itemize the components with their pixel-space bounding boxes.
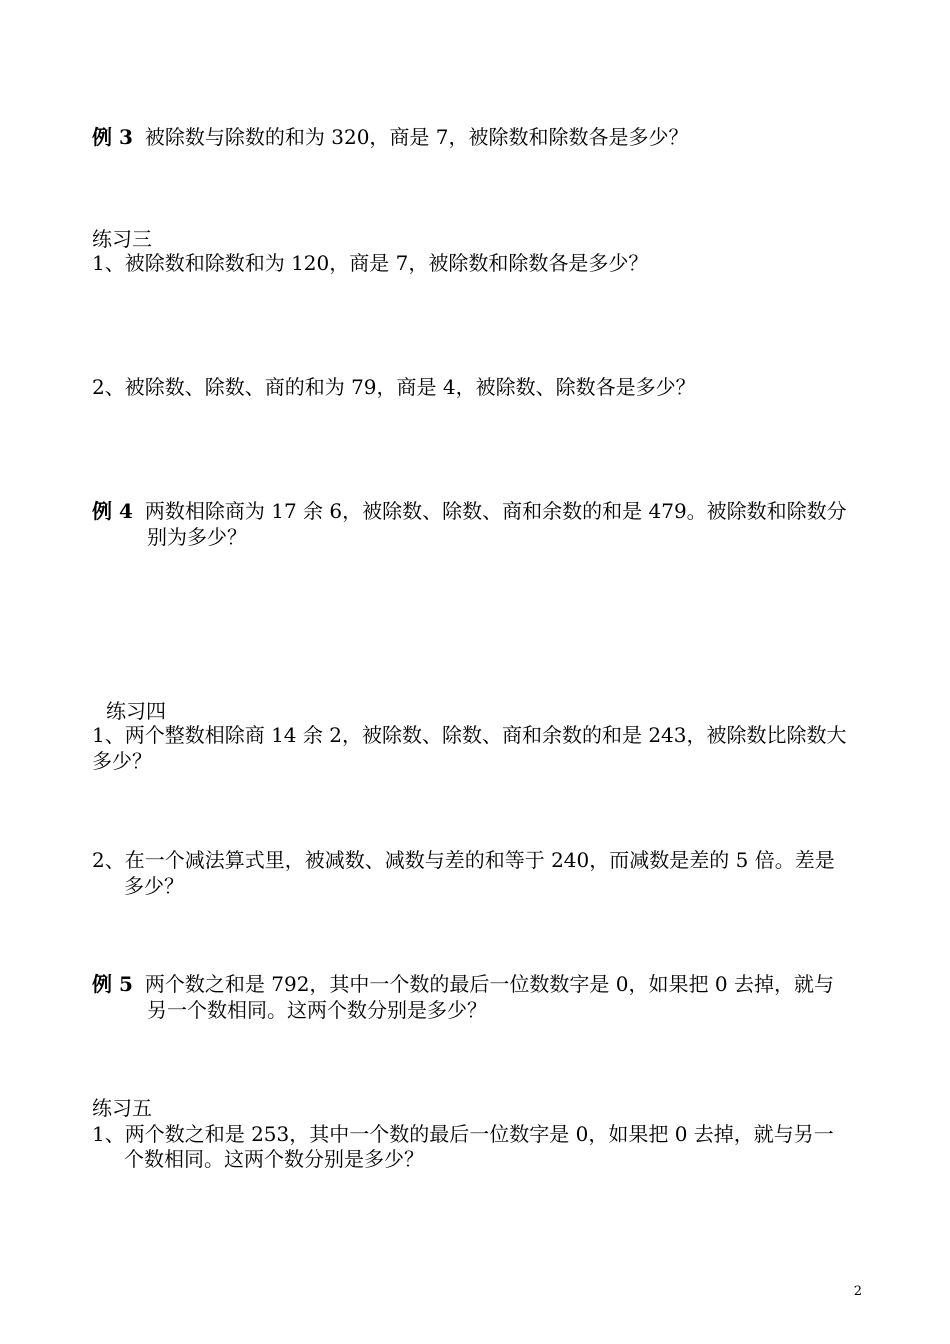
practice-4-question-2-line-1: 2、在一个减法算式里，被减数、减数与差的和等于 240，而减数是差的 5 倍。差是: [92, 848, 835, 872]
example-3: [92, 124, 689, 150]
example-3-text: 被除数与除数的和为 320，商是 7，被除数和除数各是多少？: [144, 125, 689, 149]
example-5: [92, 971, 834, 997]
practice-4-title: 练习四: [106, 699, 166, 723]
page-number: 2: [853, 1284, 862, 1299]
practice-5-title: 练习五: [92, 1096, 152, 1120]
practice-5-question-1-line-2: 个数相同。这两个数分别是多少？: [124, 1147, 424, 1171]
example-5-text-line-1: 两个数之和是 792，其中一个数的最后一位数数字是 0，如果把 0 去掉，就与: [144, 972, 834, 996]
practice-4-question-1-line-2: 多少？: [92, 749, 152, 773]
example-5-label: 例 5: [92, 972, 133, 996]
practice-5-question-1-line-1: 1、两个数之和是 253，其中一个数的最后一位数字是 0，如果把 0 去掉，就与另一: [92, 1122, 834, 1146]
example-5-text-line-2: 另一个数相同。这两个数分别是多少？: [147, 998, 487, 1022]
example-4-text-line-1: 两数相除商为 17 余 6，被除数、除数、商和余数的和是 479。被除数和除数分: [144, 499, 847, 523]
example-4-text-line-2: 别为多少？: [147, 525, 247, 549]
example-4: [92, 498, 847, 524]
practice-3-title: 练习三: [92, 227, 152, 251]
example-3-label: 例 3: [92, 125, 133, 149]
practice-4-question-2-line-2: 多少？: [124, 874, 184, 898]
example-4-label: 例 4: [92, 499, 133, 523]
practice-3-question-1: 1、被除数和除数和为 120，商是 7，被除数和除数各是多少？: [92, 251, 649, 275]
practice-3-question-2: 2、被除数、除数、商的和为 79，商是 4，被除数、除数各是多少？: [92, 375, 696, 399]
practice-4-question-1-line-1: 1、两个整数相除商 14 余 2，被除数、除数、商和余数的和是 243，被除数比除数大: [92, 723, 847, 747]
